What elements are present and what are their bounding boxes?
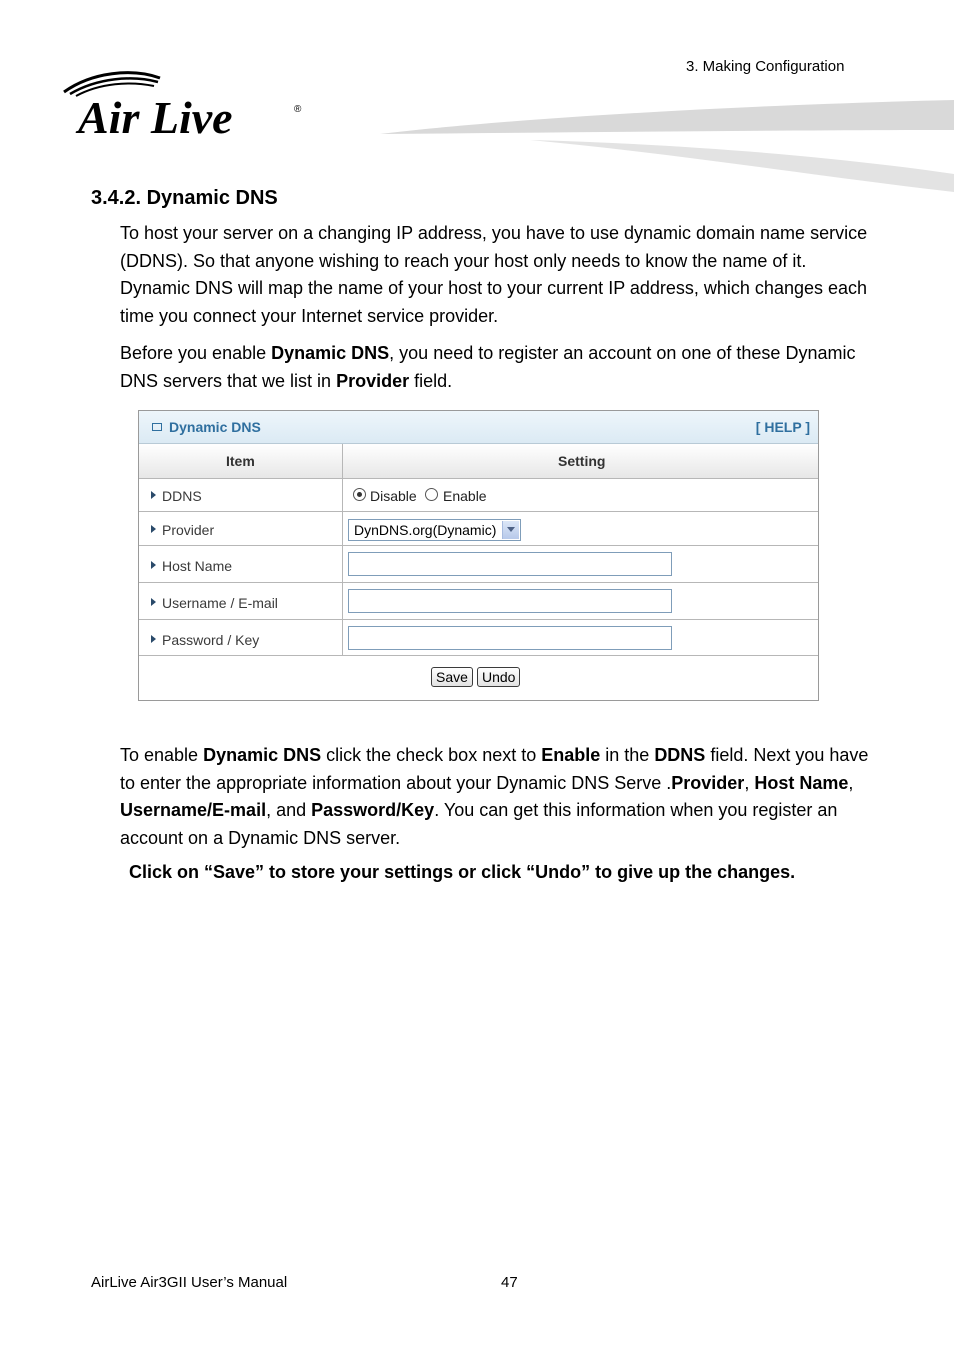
panel-box-icon: [152, 423, 162, 431]
page-number: 47: [501, 1274, 518, 1291]
text-span: click the check box next to: [321, 745, 542, 765]
bold-term: Provider: [671, 772, 745, 793]
item-header-cell: [139, 444, 343, 478]
text-span: ,: [848, 772, 854, 793]
bold-term: Password/Key: [311, 800, 435, 820]
item-cell: [139, 583, 343, 620]
username-email-input[interactable]: [348, 589, 672, 613]
host-name-input[interactable]: [348, 552, 672, 576]
airlive-logo: [62, 70, 312, 140]
panel-title: Dynamic DNS: [169, 419, 261, 435]
chevron-down-icon[interactable]: [502, 521, 519, 539]
row-label-provider: Provider: [162, 522, 215, 538]
header-swoosh-decoration: [380, 96, 954, 196]
bold-term: Dynamic DNS: [203, 745, 322, 765]
instructions-paragraph: [120, 742, 870, 852]
item-cell: [139, 620, 343, 656]
text-span: , you need to register an account on one of these Dynamic DNS servers that we list in: [120, 343, 856, 391]
text-span: Before you enable: [120, 343, 272, 363]
bold-term: Enable: [541, 745, 601, 765]
arrow-right-icon: [151, 525, 156, 533]
row-label-ddns: DDNS: [162, 488, 202, 504]
panel-header: [139, 411, 818, 444]
row-label-password: Password / Key: [162, 632, 260, 648]
bold-term: DDNS: [654, 745, 706, 765]
svg-text:Air Live: Air Live: [78, 92, 233, 140]
arrow-right-icon: [151, 635, 156, 643]
text-span: in the: [600, 745, 655, 765]
arrow-right-icon: [151, 598, 156, 606]
bold-term: Provider: [336, 370, 410, 391]
item-column-header: Item: [226, 453, 255, 469]
row-label-host-name: Host Name: [162, 558, 233, 574]
bold-term: Dynamic DNS: [271, 343, 390, 363]
text-span: To enable: [120, 745, 204, 765]
item-cell: [139, 546, 343, 583]
table-header-row: [139, 444, 818, 478]
table-row-ddns: [139, 478, 818, 512]
radio-label-disable: Disable: [370, 488, 417, 504]
provider-select[interactable]: [348, 519, 521, 541]
table-row-username: [139, 582, 818, 620]
bold-term: Username/E-mail: [120, 800, 267, 820]
ddns-enable-radio[interactable]: [425, 488, 438, 501]
provider-paragraph: [120, 340, 870, 395]
text-span: ,: [744, 772, 755, 793]
footer-manual-title: AirLive Air3GII User’s Manual: [91, 1274, 288, 1291]
intro-paragraph: To host your server on a changing IP address, you have to use dynamic domain name service (DDNS). So that anyone wishing to reach your host only needs to know the name of it. Dynamic DNS will map the name of your host to your current IP address, which changes each time you connect your Internet service provider.: [120, 223, 868, 326]
ddns-disable-radio[interactable]: [353, 488, 366, 501]
text-span: . You can get this information when you register an account on a Dynamic DNS server.: [120, 800, 838, 848]
section-title: 3.4.2. Dynamic DNS: [91, 187, 278, 209]
password-key-input[interactable]: [348, 626, 672, 650]
provider-selected-value: DynDNS.org(Dynamic): [354, 522, 497, 538]
save-button[interactable]: Save: [431, 667, 473, 687]
undo-button[interactable]: Undo: [477, 667, 520, 687]
dynamic-dns-panel: [138, 410, 819, 701]
chapter-heading: 3. Making Configuration: [686, 58, 845, 75]
item-cell: [139, 512, 343, 546]
text-span: field.: [409, 370, 453, 391]
radio-label-enable: Enable: [443, 488, 487, 504]
table-row-host-name: [139, 545, 818, 583]
bold-term: Host Name: [754, 772, 849, 793]
help-link[interactable]: [ HELP ]: [755, 419, 810, 435]
text-span: , and: [266, 800, 312, 820]
setting-column-header: Setting: [558, 453, 606, 469]
arrow-right-icon: [151, 561, 156, 569]
save-undo-note: Click on “Save” to store your settings or click “Undo” to give up the changes.: [129, 862, 796, 882]
buttons-row: [139, 655, 818, 701]
item-cell: [139, 479, 343, 512]
text-span: field. Next you have to enter the appropriate information about your Dynamic DNS Serve .: [120, 745, 869, 793]
table-row-provider: [139, 511, 818, 546]
table-row-password: [139, 619, 818, 656]
svg-text:®: ®: [294, 104, 302, 115]
row-label-username: Username / E-mail: [162, 595, 278, 611]
arrow-right-icon: [151, 491, 156, 499]
